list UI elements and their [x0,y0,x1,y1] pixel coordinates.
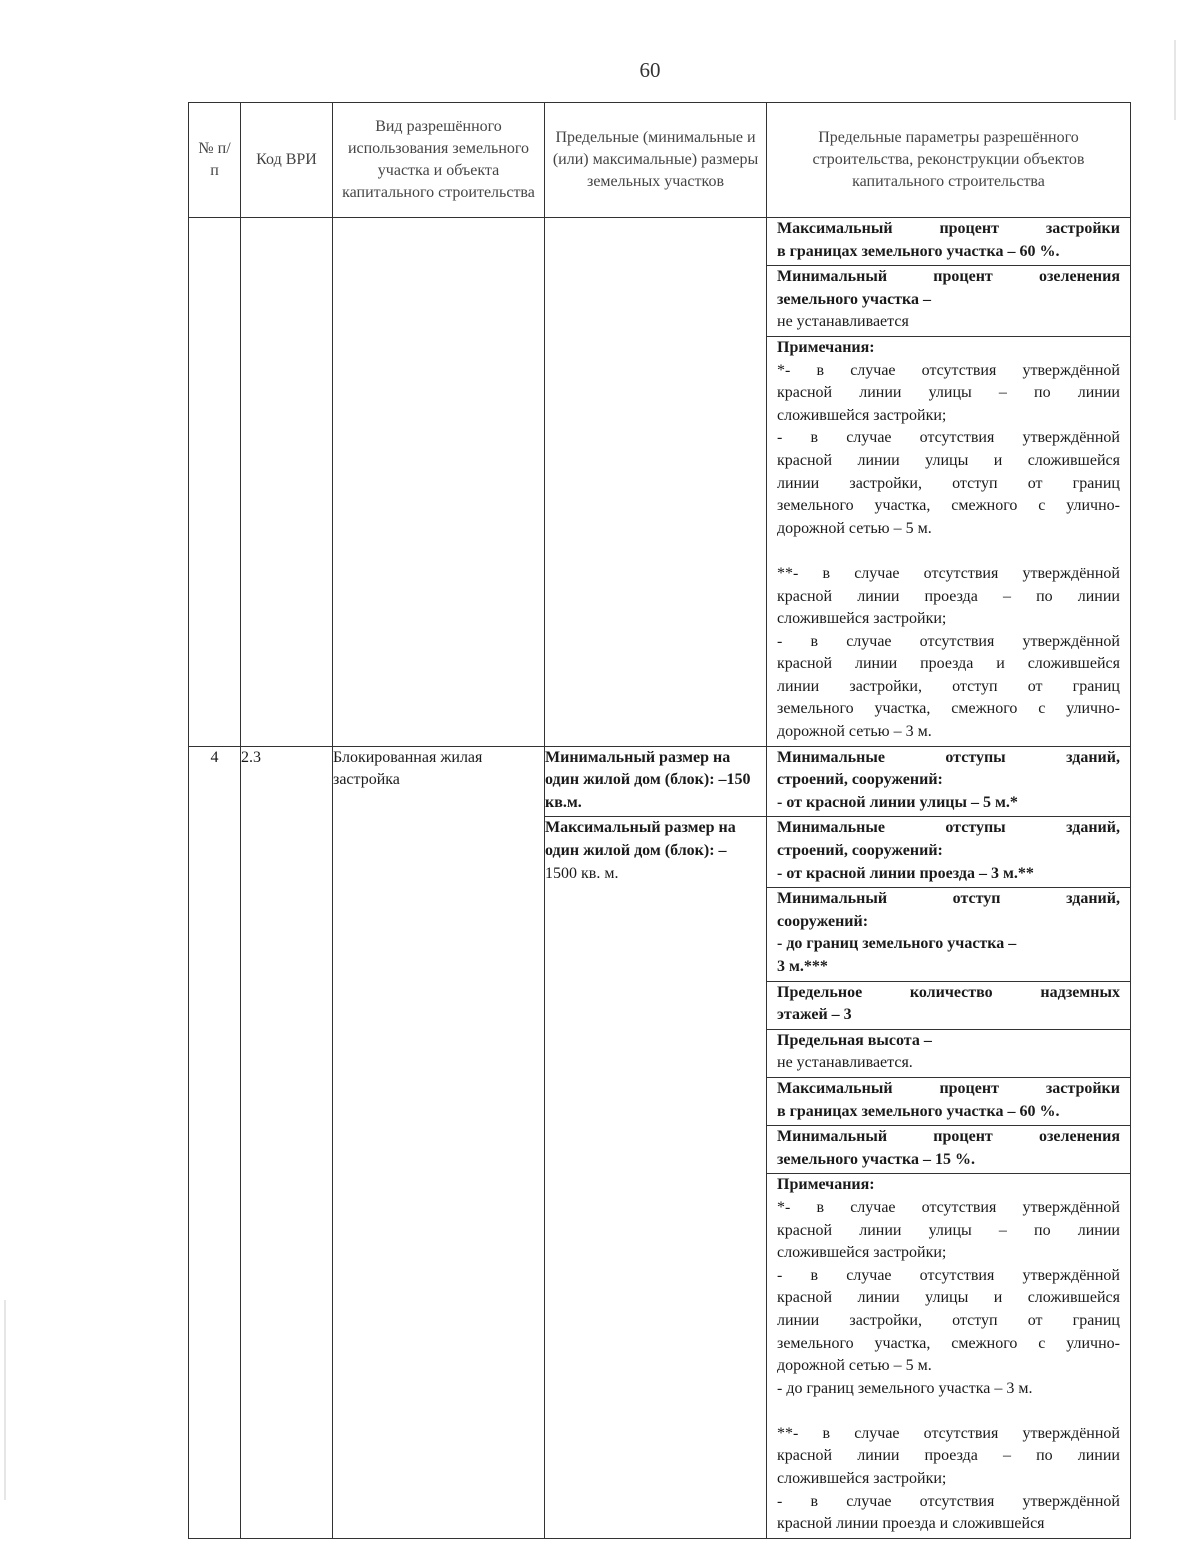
param-line: земельного участка – [777,290,932,308]
param-line: Максимальный процент застройки [777,1079,1120,1097]
cell-max-plot-size [545,817,767,1538]
param-line: дорожной сетью – 5 м. [777,1357,932,1375]
page-number: 60 [639,58,661,82]
param-line: **- в случае отсутствия утверждённой [777,1424,1120,1442]
param-block [767,266,1130,337]
cell-permitted-use: Блокированная жилая застройка [333,746,545,1538]
param-line: сложившейся застройки; [777,610,947,628]
param-line: - до границ земельного участка – 3 м. [777,1379,1033,1397]
param-line: - от красной линии улицы – 5 м.* [777,793,1018,811]
table-row-4-first [189,746,1131,817]
param-line: земельного участка – 15 %. [777,1150,976,1168]
params-stack [767,817,1130,1537]
cell-params-main [767,817,1131,1538]
param-line: - от красной линии проезда – 3 м.** [777,864,1034,882]
param-line: линии застройки, отступ от границ [777,474,1120,492]
param-line: земельного участка, смежного с улично- [777,700,1120,718]
param-line: *- в случае отсутствия утверждённой [777,1198,1120,1216]
param-line: линии застройки, отступ от границ [777,1311,1120,1329]
params-stack [767,747,1130,817]
param-line: линии застройки, отступ от границ [777,677,1120,695]
header-construction-params: Предельные параметры разрешённого строительства, реконструкции объектов капитального строительства [767,103,1131,218]
param-line: Предельная высота – [777,1031,932,1049]
param-line: Минимальные отступы зданий, [777,748,1120,766]
param-line [777,540,1120,563]
header-permitted-use: Вид разрешённого использования земельного участка и объекта капитального строительства [333,103,545,218]
param-line: - до границ земельного участка – [777,935,1017,953]
param-block [767,817,1130,888]
param-block [767,747,1130,817]
cell-number: 4 [189,746,241,1538]
header-code: Код ВРИ [241,103,333,218]
param-line: красной линии проезда и сложившейся [777,655,1120,673]
param-line: земельного участка, смежного с улично- [777,1334,1120,1352]
param-line: красной линии проезда и сложившейся [777,1515,1045,1533]
header-number: № п/п [189,103,241,218]
param-line: Минимальный процент озеленения [777,1128,1120,1146]
param-line: - в случае отсутствия утверждённой [777,1266,1120,1284]
param-line: - в случае отсутствия утверждённой [777,632,1120,650]
param-block [767,218,1130,266]
param-line: красной линии улицы – по линии [777,1221,1120,1239]
param-line: красной линии улицы и сложившейся [777,451,1120,469]
max-plot-size-label: Максимальный размер на один жилой дом (блок): – [545,819,736,860]
cell-code-empty [241,218,333,747]
param-block [767,982,1130,1030]
param-line: сложившейся застройки; [777,406,947,424]
cell-min-plot-size: Минимальный размер на один жилой дом (блок): –150 кв.м. [545,746,767,817]
max-plot-size-value: 1500 кв. м. [545,864,619,882]
param-line: красной линии проезда – по линии [777,587,1120,605]
scan-edge-mark [1174,40,1176,120]
param-line: дорожной сетью – 3 м. [777,723,932,741]
header-plot-size: Предельные (минимальные и (или) максимальные) размеры земельных участков [545,103,767,218]
param-line: Максимальный процент застройки [777,220,1120,237]
param-block [767,1030,1130,1078]
param-line: **- в случае отсутствия утверждённой [777,564,1120,582]
param-line: Примечания: [777,338,875,356]
param-line: сложившейся застройки; [777,1244,947,1262]
cell-code: 2.3 [241,746,333,1538]
scan-edge-mark [4,1300,6,1500]
param-block [767,337,1130,746]
param-line: Минимальный отступ зданий, [777,890,1120,908]
table-row-continuation [189,218,1131,747]
param-block [767,1078,1130,1126]
param-line: дорожной сетью – 5 м. [777,519,932,537]
param-line: сооружений: [777,912,869,930]
param-line: 3 м.*** [777,958,828,975]
param-line: не устанавливается [777,313,909,331]
param-line: не устанавливается. [777,1054,913,1072]
param-line: Минимальный процент озеленения [777,268,1120,286]
cell-size-empty [545,218,767,747]
cell-use-empty [333,218,545,747]
param-line: красной линии улицы и сложившейся [777,1289,1120,1307]
param-line: Предельное количество надземных [777,983,1120,1001]
param-line: красной линии проезда – по линии [777,1447,1120,1465]
cell-params-continuation [767,218,1131,747]
param-line: Минимальные отступы зданий, [777,819,1120,837]
table-header-row [189,103,1131,218]
param-line: в границах земельного участка – 60 %. [777,1102,1060,1120]
param-line: в границах земельного участка – 60 %. [777,242,1060,260]
param-block [767,888,1130,981]
param-line: Примечания: [777,1176,875,1194]
param-line: сложившейся застройки; [777,1470,947,1488]
param-block [767,1174,1130,1538]
params-stack [767,218,1130,746]
regulations-table [188,102,1131,1539]
param-line: - в случае отсутствия утверждённой [777,1492,1120,1510]
param-line: *- в случае отсутствия утверждённой [777,361,1120,379]
param-line: строений, сооружений: [777,842,943,860]
param-line [777,1400,1120,1423]
param-line: земельного участка, смежного с улично- [777,497,1120,515]
cell-params-setbacks-street [767,746,1131,817]
param-line: этажей – 3 [777,1006,852,1024]
param-line: - в случае отсутствия утверждённой [777,429,1120,447]
param-line: строений, сооружений: [777,771,943,789]
param-block [767,1126,1130,1174]
param-line: красной линии улицы – по линии [777,384,1120,402]
cell-number-empty [189,218,241,747]
